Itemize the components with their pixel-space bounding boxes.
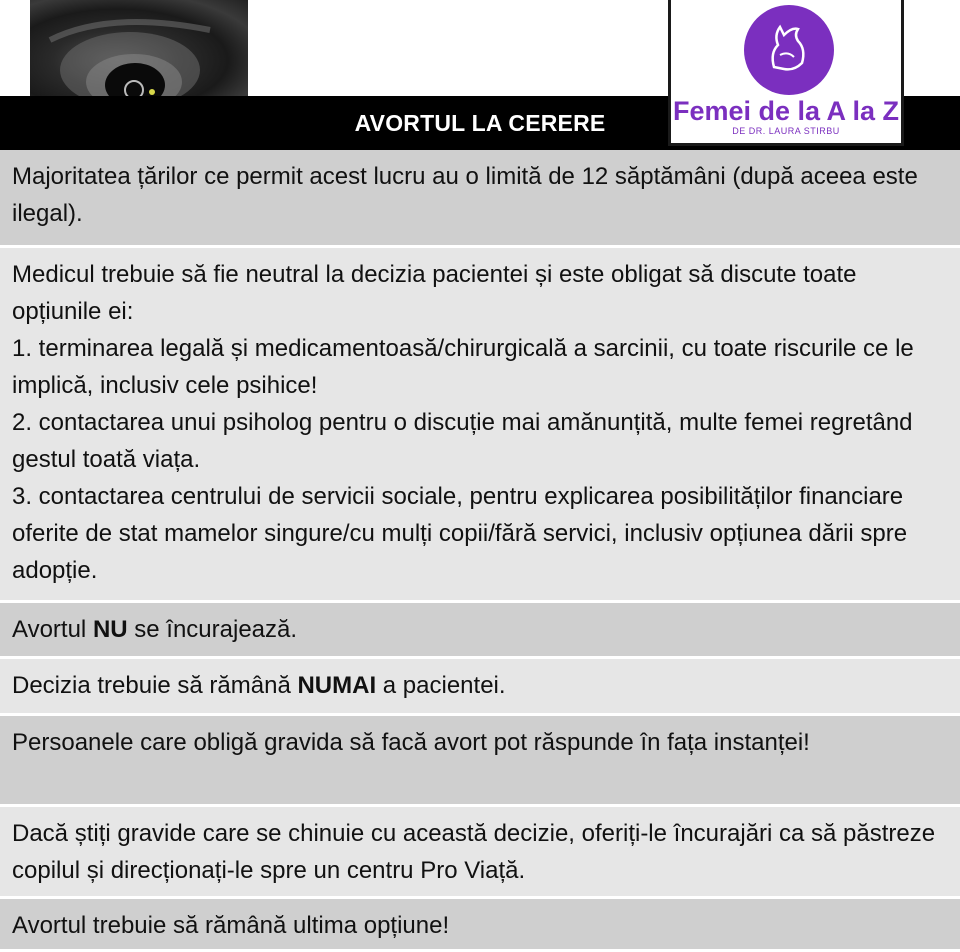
logo-subtitle: DE DR. LAURA STIRBU [732,126,840,136]
table-row [0,659,960,716]
content-table [0,150,960,952]
row-text-after: se încurajează. [127,616,298,643]
row-text: Dacă știți gravide care se chinuie cu această decizie, oferiți-le încurajări ca să păstreze copilul și direcționați-le spre un centru Pro Viață. [12,820,936,884]
row-text-before: Avortul [12,616,93,643]
ultrasound-graphic [30,0,248,110]
logo-title: Femei de la A la Z [672,96,900,126]
row-text: Majoritatea țărilor ce permit acest lucru au o limită de 12 săptămâni (după aceea este ilegal). [12,163,918,227]
brand-logo [668,0,904,146]
table-row [0,807,960,899]
row-text: Avortul trebuie să rămână ultima opțiune! [12,912,450,939]
table-row [0,899,960,952]
row-text: Medicul trebuie să fie neutral la decizia pacientei și este obligat să discute toate opțiunile ei: [12,261,857,325]
table-row [0,248,960,603]
table-row [0,716,960,807]
table-row [0,150,960,248]
row-text-emphasis: NU [92,616,128,643]
table-row [0,603,960,659]
ultrasound-image [30,0,248,110]
row-text-emphasis: NUMAI [297,672,377,699]
row-text-after: a pacientei. [376,672,506,699]
list-item: 3. contactarea centrului de servicii sociale, pentru explicarea posibilităților financiare oferite de stat mamelor singure/cu mulți copii/fără servici, inclusiv opțiunea dării spre adopție. [12,483,908,584]
list-item: 1. terminarea legală și medicamentoasă/chirurgicală a sarcinii, cu toate riscurile ce le implică, inclusiv cele psihice! [12,335,914,399]
page-title: AVORTUL LA CERERE [354,109,606,136]
list-item: 2. contactarea unui psiholog pentru o discuție mai amănunțită, multe femei regretând gestul toată viața. [12,409,913,473]
row-text-before: Decizia trebuie să rămână [12,672,298,699]
row-text: Persoanele care obligă gravida să facă avort pot răspunde în fața instanței! [12,729,810,756]
logo-emblem-icon [744,5,834,95]
